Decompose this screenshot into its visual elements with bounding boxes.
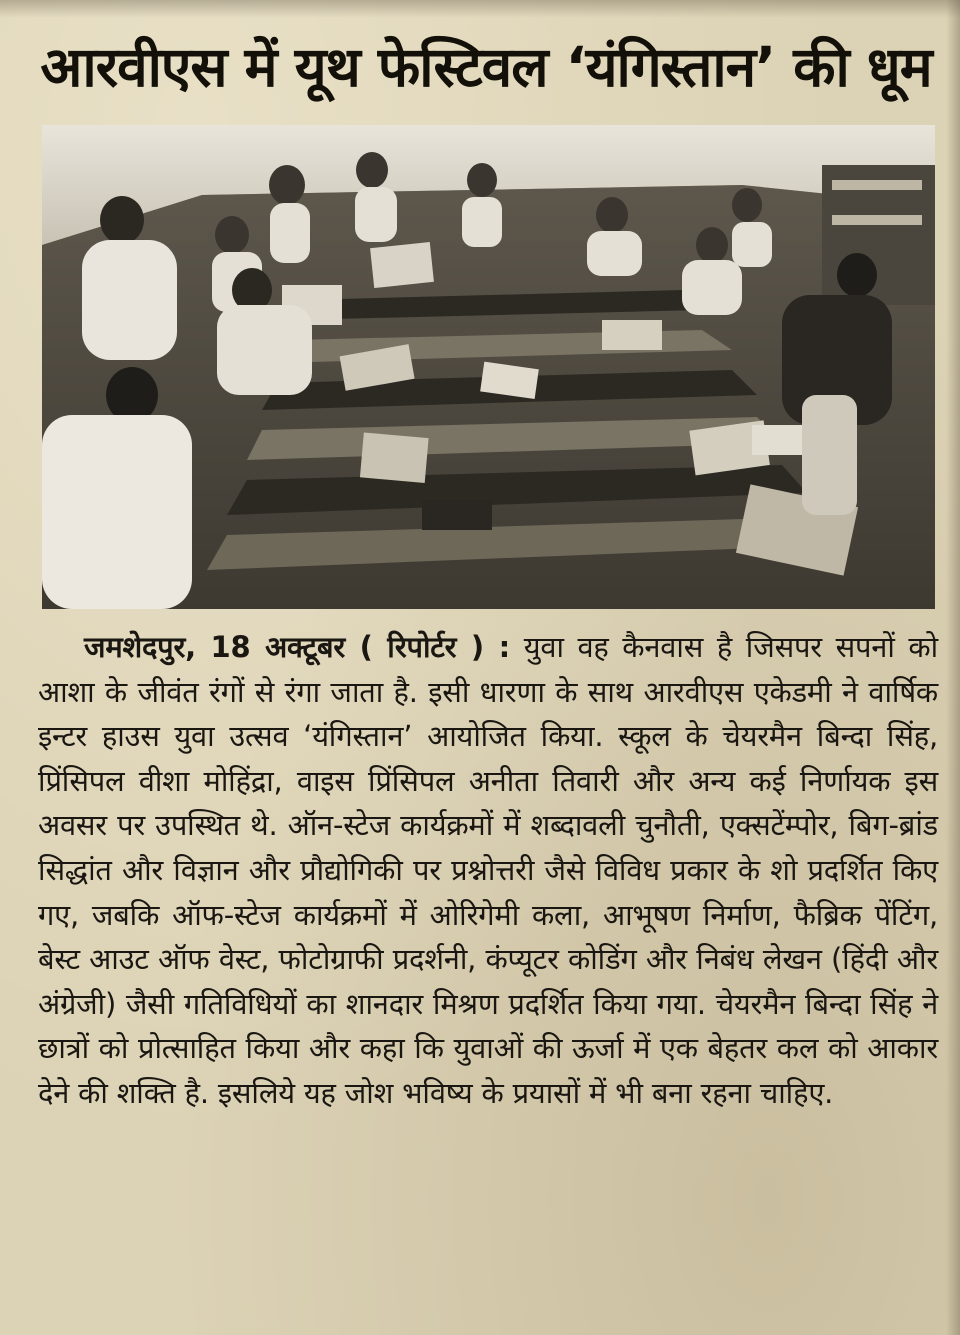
news-photo [42, 125, 935, 609]
headline: आरवीएस में यूथ फेस्टिवल ‘यंगिस्तान’ की धूम [40, 35, 932, 99]
dateline: जमशेदपुर, 18 अक्टूबर ( रिपोर्टर ) : [84, 630, 510, 664]
article-text: युवा वह कैनवास है जिसपर सपनों को आशा के जीवंत रंगों से रंगा जाता है. इसी धारणा के साथ आरवीएस एकेडमी ने वार्षिक इन्टर हाउस युवा उत्सव ‘यंगिस्तान’ आयोजित किया. स्कूल के चेयरमैन बिन्दा सिंह, प्रिंसिपल वीशा मोहिंद्रा, वाइस प्रिंसिपल अनीता तिवारी और अन्य कई निर्णायक इस अवसर पर उपस्थित थे. ऑन-स्टेज कार्यक्रमों में शब्दावली चुनौती, एक्सटेंम्पोर, बिग-ब्रांड सिद्धांत और विज्ञान और प्रौद्योगिकी पर प्रश्नोत्तरी जैसे विविध प्रकार के शो प्रदर्शित किए गए, जबकि ऑफ-स्टेज कार्यक्रमों में ओरिगेमी कला, आभूषण निर्माण, फैब्रिक पेंटिंग, बेस्ट आउट ऑफ वेस्ट, फोटोग्राफी प्रदर्शनी, कंप्यूटर कोडिंग और निबंध लेखन (हिंदी और अंग्रेजी) जैसी गतिविधियों का शानदार मिश्रण प्रदर्शित किया गया. चेयरमैन बिन्दा सिंह ने छात्रों को प्रोत्साहित किया और कहा कि युवाओं की ऊर्जा में एक बेहतर कल को आकार देने की शक्ति है. इसलिये यह जोश भविष्य के प्रयासों में भी बना रहना चाहिए. [38, 630, 938, 1110]
photograph-students-painting-on-floor-icon [42, 125, 935, 609]
article-body [38, 625, 938, 1116]
bleed-through-right [946, 0, 960, 1335]
bleed-through-top [0, 0, 960, 18]
